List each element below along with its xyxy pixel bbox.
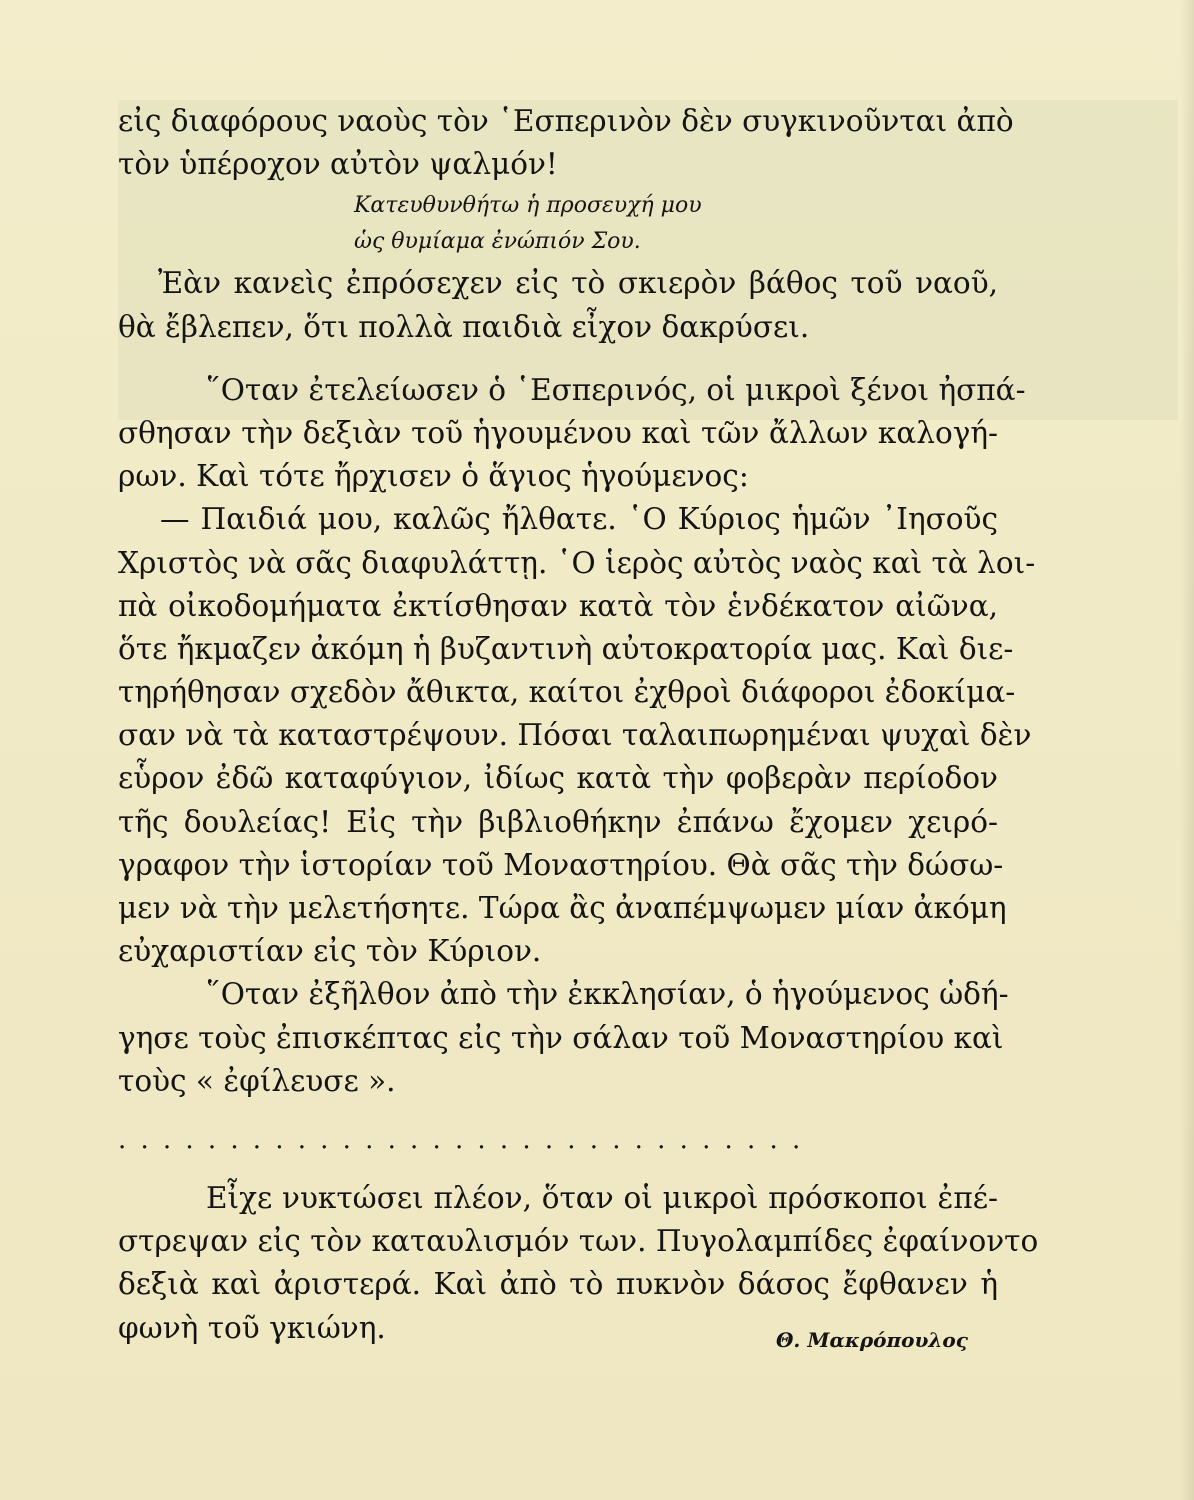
text-line: σθησαν τὴν δεξιὰν τοῦ ἡγουμένου καὶ τῶν ἄλλων καλογή-	[118, 415, 998, 450]
text-line: εὗρον ἐδῶ καταφύγιον, ἰδίως κατὰ τὴν φοβερὰν περίοδον	[118, 761, 998, 796]
text-line: ῞Οταν ἐξῆλθον ἀπὸ τὴν ἐκκλησίαν, ὁ ἡγούμενος ὡδή-	[206, 977, 1009, 1012]
text-line: πὰ οἰκοδομήματα ἐκτίσθησαν κατὰ τὸν ἑνδέκατον αἰῶνα,	[118, 588, 998, 623]
text-line: σαν νὰ τὰ καταστρέψουν. Πόσαι ταλαιπωρημέναι ψυχαὶ δὲν	[118, 718, 1032, 753]
text-line: εἰς διαφόρους ναοὺς τὸν ῾Εσπερινὸν δὲν συγκινοῦνται ἀπὸ	[118, 104, 1014, 138]
body-text	[118, 100, 1039, 1350]
text-line: τῆς δουλείας! Εἰς τὴν βιβλιοθήκην ἐπάνω ἔχομεν χειρό-	[118, 804, 998, 839]
text-line: Χριστὸς νὰ σᾶς διαφυλάττῃ. ῾Ο ἱερὸς αὐτὸς ναὸς καὶ τὰ λοι-	[118, 545, 1036, 580]
text-line: — Παιδιά μου, καλῶς ἤλθατε. ῾Ο Κύριος ἡμῶν ᾿Ιησοῦς	[160, 502, 998, 537]
text-line: τηρήθησαν σχεδὸν ἄθικτα, καίτοι ἐχθροὶ διάφοροι ἐδοκίμα-	[118, 675, 1016, 710]
text-line: Εἶχε νυκτώσει πλέον, ὅταν οἱ μικροὶ πρόσκοποι ἐπέ-	[206, 1180, 998, 1215]
text-line: δεξιὰ καὶ ἀριστερά. Καὶ ἀπὸ τὸ πυκνὸν δάσος ἔφθανεν ἡ	[118, 1267, 998, 1302]
text-line: θὰ ἔβλεπεν, ὅτι πολλὰ παιδιὰ εἶχον δακρύσει.	[118, 309, 810, 344]
text-line: ρων. Καὶ τότε ἤρχισεν ὁ ἅγιος ἡγούμενος:	[118, 459, 749, 494]
text-line: εὐχαριστίαν εἰς τὸν Κύριον.	[118, 934, 542, 969]
verse-line: ὡς θυμίαμα ἐνώπιόν Σου.	[354, 229, 641, 255]
author-signature: Θ. Μακρόπουλος	[776, 1328, 968, 1352]
text-line: Ἐὰν κανεὶς ἐπρόσεχεν εἰς τὸ σκιερὸν βάθος τοῦ ναοῦ,	[158, 266, 998, 301]
text-line: στρεψαν εἰς τὸν καταυλισμόν των. Πυγολαμπίδες ἐφαίνοντο	[118, 1224, 1039, 1259]
text-line: γραφον τὴν ἱστορίαν τοῦ Μοναστηρίου. Θὰ σᾶς τὴν δώσω-	[118, 847, 1004, 882]
text-line: μεν νὰ τὴν μελετήσητε. Τώρα ἂς ἀναπέμψωμεν μίαν ἀκόμη	[118, 891, 1007, 925]
verse-line: Κατευθυνθήτω ἡ προσευχή μου	[354, 193, 702, 219]
page-edge-shadow	[1180, 0, 1194, 1500]
text-line: ὅτε ἤκμαζεν ἀκόμη ἡ βυζαντινὴ αὐτοκρατορία μας. Καὶ διε-	[118, 631, 1014, 666]
text-line: φωνὴ τοῦ γκιώνη.	[118, 1310, 386, 1345]
text-line: γησε τοὺς ἐπισκέπτας εἰς τὴν σάλαν τοῦ Μοναστηρίου καὶ	[118, 1020, 1004, 1055]
section-separator: ...............................	[118, 1124, 815, 1155]
text-line: τὸν ὑπέροχον αὐτὸν ψαλμόν!	[118, 147, 558, 182]
text-line: τοὺς « ἐφίλευσε ».	[118, 1063, 396, 1098]
text-line: ῞Οταν ἐτελείωσεν ὁ ῾Εσπερινός, οἱ μικροὶ ξένοι ἠσπά-	[206, 372, 1026, 407]
